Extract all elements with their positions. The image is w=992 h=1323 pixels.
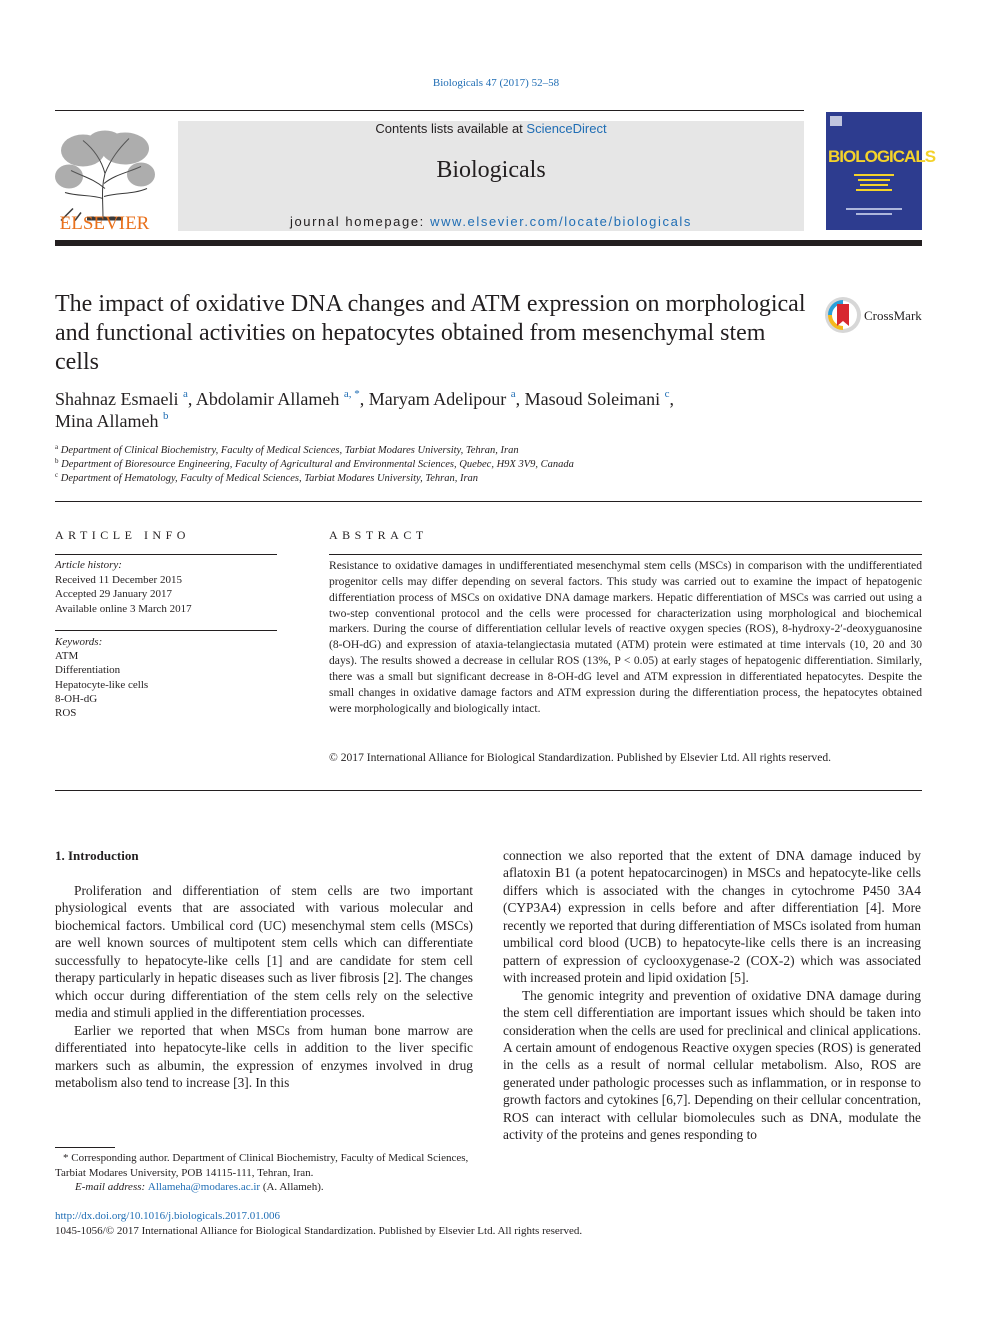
abstract-text: Resistance to oxidative damages in undifferentiated mesenchymal stem cells (MSCs) in comparison with the undifferentiated progenitor cells may differ depending on several factors. This study was carried out to examine the impact of hepatogenic differentiation process of MSCs on oxidative DNA damage markers. Hepatic differentiation of MSCs was carried out using a two-step conventional protocol and the cells were processed for characterization using morphological and biochemical markers. During the course of differentiation cellular levels of reactive oxygen species (ROS), 8-hydroxy-2′-deoxyguanosine (8-OH-dG) and expression of ataxia-telangiectasia mutated (ATM) protein were estimated at time intervals (10, 20 and 30 days). The results showed a decrease in cellular ROS (13%, P < 0.05) at early stages of hepatogenic differentiation. Similarly, there was a small but significant decrease in 8-OH-dG level and ATM expression in differentiated hepatocytes. Despite the small changes in oxidative damage factors and ATM expression during the differentiation process, the hepatocytes obtained were morphologically and biologically intact. — [329, 559, 922, 715]
body-paragraph: Earlier we reported that when MSCs from human bone marrow are differentiated into hepatocyte-like cells in addition to the liver specific markers such as albumin, the expression of enzymes involved in drug metabolism also tend to increase [3]. In this — [55, 1022, 473, 1090]
affiliation-a — [55, 445, 519, 456]
article-title: The impact of oxidative DNA changes and ATM expression on morphological and functional activities on hepatocytes obtained from mesenchymal stem cells — [55, 291, 806, 375]
doi-link[interactable]: http://dx.doi.org/10.1016/j.biologicals.2017.01.006 — [55, 1210, 280, 1222]
author-affiliation-mark[interactable]: c — [664, 388, 670, 400]
introduction-heading: 1. Introduction — [55, 848, 139, 863]
history-online: Available online 3 March 2017 — [55, 602, 192, 615]
affiliation-key: c — [55, 471, 59, 479]
affiliation-c — [55, 473, 478, 484]
body-paragraph: connection we also reported that the extent of DNA damage induced by aflatoxin B1 (a potent hepatocarcinogen) in MSCs and hepatocyte-like cells differs which is associated with the changes in cytochrome P450 3A4 (CYP3A4) expression in cells before and after differentiation [4]. More recently we reported that during differentiation of MSCs isolated from human umbilical cord blood (UCB) to hepatocyte-like cells there is an increasing pattern of expression of cyclooxygenase-2 (COX-2) which was associated with increased protein and lipid oxidation [5]. — [503, 848, 921, 986]
abstract-heading: ABSTRACT — [329, 528, 428, 542]
cover-artwork — [826, 112, 936, 230]
email-link[interactable]: Allameha@modares.ac.ir — [147, 1181, 261, 1194]
email-label: E-mail address: — [75, 1181, 148, 1194]
keyword: Differentiation — [55, 664, 121, 677]
email-suffix: (A. Allameh). — [260, 1181, 324, 1194]
sciencedirect-link[interactable]: ScienceDirect — [526, 121, 607, 136]
issn-copyright: 1045-1056/© 2017 International Alliance for Biological Standardization. Published by Elsevier Ltd. All rights reserved. — [55, 1225, 583, 1237]
info-rule — [55, 554, 277, 555]
author-name[interactable]: Abdolamir Allameh — [195, 389, 340, 409]
keyword: ATM — [55, 650, 79, 663]
affiliation-text: Department of Bioresource Engineering, Faculty of Agricultural and Environmental Sciences, Quebec, H9X 3V9, Canada — [61, 459, 574, 470]
affiliation-key: b — [55, 457, 59, 465]
history-label: Article history: — [55, 559, 122, 571]
section-rule — [55, 790, 922, 791]
author-name[interactable]: Masoud Soleimani — [524, 389, 661, 409]
footnote-rule — [55, 1147, 115, 1148]
journal-citation[interactable]: Biologicals 47 (2017) 52–58 — [432, 77, 560, 89]
contents-line — [178, 121, 804, 136]
article-history — [55, 558, 277, 616]
keywords-label: Keywords: — [55, 636, 103, 648]
body-paragraph: The genomic integrity and prevention of oxidative DNA damage during the stem cell differentiation are important issues which should be taken into consideration when the cells are used for preclinical and clinical applications. A certain amount of endogenous Reactive oxygen species (ROS) is generated in the cells as a result of normal cellular metabolism. Also, ROS are generated under pathologic processes such as inflammation, or in response to growth factors and cytokines [6,7]. Depending on their cellular concentration, ROS can interact with cellular biomolecules such as DNA, modulate the activity of the proteins and genes responding to — [503, 987, 921, 1143]
author-affiliation-mark[interactable]: a, * — [343, 388, 360, 400]
affiliation-text: Department of Hematology, Faculty of Medical Sciences, Tarbiat Modares University, Tehran, Iran — [60, 473, 479, 484]
homepage-line — [178, 214, 804, 229]
author-affiliation-mark[interactable]: b — [162, 410, 169, 422]
history-received: Received 11 December 2015 — [55, 573, 182, 586]
affiliation-text: Department of Clinical Biochemistry, Faculty of Medical Sciences, Tarbiat Modares University, Tehran, Iran — [60, 445, 519, 456]
journal-cover[interactable] — [826, 112, 936, 230]
history-accepted: Accepted 29 January 2017 — [55, 588, 172, 601]
contents-prefix: Contents lists available at — [375, 121, 527, 136]
abstract-rule — [329, 554, 922, 555]
body-column-left — [55, 882, 473, 1091]
section-rule — [55, 501, 922, 502]
author-name[interactable]: Shahnaz Esmaeli — [55, 389, 179, 409]
homepage-link[interactable]: www.elsevier.com/locate/biologicals — [430, 214, 693, 229]
header-thick-rule — [55, 240, 922, 246]
keywords — [55, 635, 277, 720]
homepage-prefix: journal homepage: — [289, 214, 431, 229]
elsevier-wordmark: ELSEVIER — [59, 213, 150, 234]
body-paragraph: Proliferation and differentiation of stem cells are two important physiological events that are associated with various molecular and biochemical factors. Umbilical cord (UC) mesenchymal stem cells (MSCs) are well known sources of multipotent stem cells which can differentiate successfully to hepatocyte-like cells [1] and are candidate for stem cell therapy particularly in hepatic diseases such as liver fibrosis [2]. The changes which occur during differentiation of the stem cells rely on the selective media and stimuli applied in the differentiation processes. — [55, 883, 473, 1021]
journal-name: Biologicals — [436, 157, 546, 183]
keyword: ROS — [55, 707, 77, 720]
keyword: Hepatocyte-like cells — [55, 678, 149, 691]
affiliation-b — [55, 459, 574, 470]
author-name[interactable]: Mina Allameh — [55, 411, 159, 431]
corresponding-author: * Corresponding author. Department of Clinical Biochemistry, Faculty of Medical Sciences, Tarbiat Modares University, POB 14115-111, Tehran, Iran. — [55, 1152, 469, 1179]
crossmark-icon[interactable] — [824, 296, 862, 334]
cover-title: BIOLOGICALS — [828, 147, 936, 166]
affiliation-key: a — [55, 443, 59, 451]
author-affiliation-mark[interactable]: a — [182, 388, 188, 400]
body-column-right — [503, 847, 921, 1144]
author-affiliation-mark[interactable]: a — [510, 388, 516, 400]
author-name[interactable]: Maryam Adelipour — [368, 389, 507, 409]
keyword: 8-OH-dG — [55, 692, 98, 705]
header-rule — [55, 110, 804, 111]
crossmark-label[interactable]: CrossMark — [864, 308, 922, 323]
article-info-heading: ARTICLE INFO — [55, 528, 190, 542]
abstract-copyright: © 2017 International Alliance for Biological Standardization. Published by Elsevier Ltd. All rights reserved. — [329, 751, 832, 764]
info-rule — [55, 630, 277, 631]
author-list: Shahnaz Esmaeli $^a$, Abdolamir Allameh $^{a, *}$, Maryam Adelipour $^a$, Masoud Soleimani $^c$, Mina Allameh $^b$ — [55, 388, 675, 431]
email-line — [55, 1180, 473, 1195]
corresponding-footnote — [55, 1151, 473, 1195]
